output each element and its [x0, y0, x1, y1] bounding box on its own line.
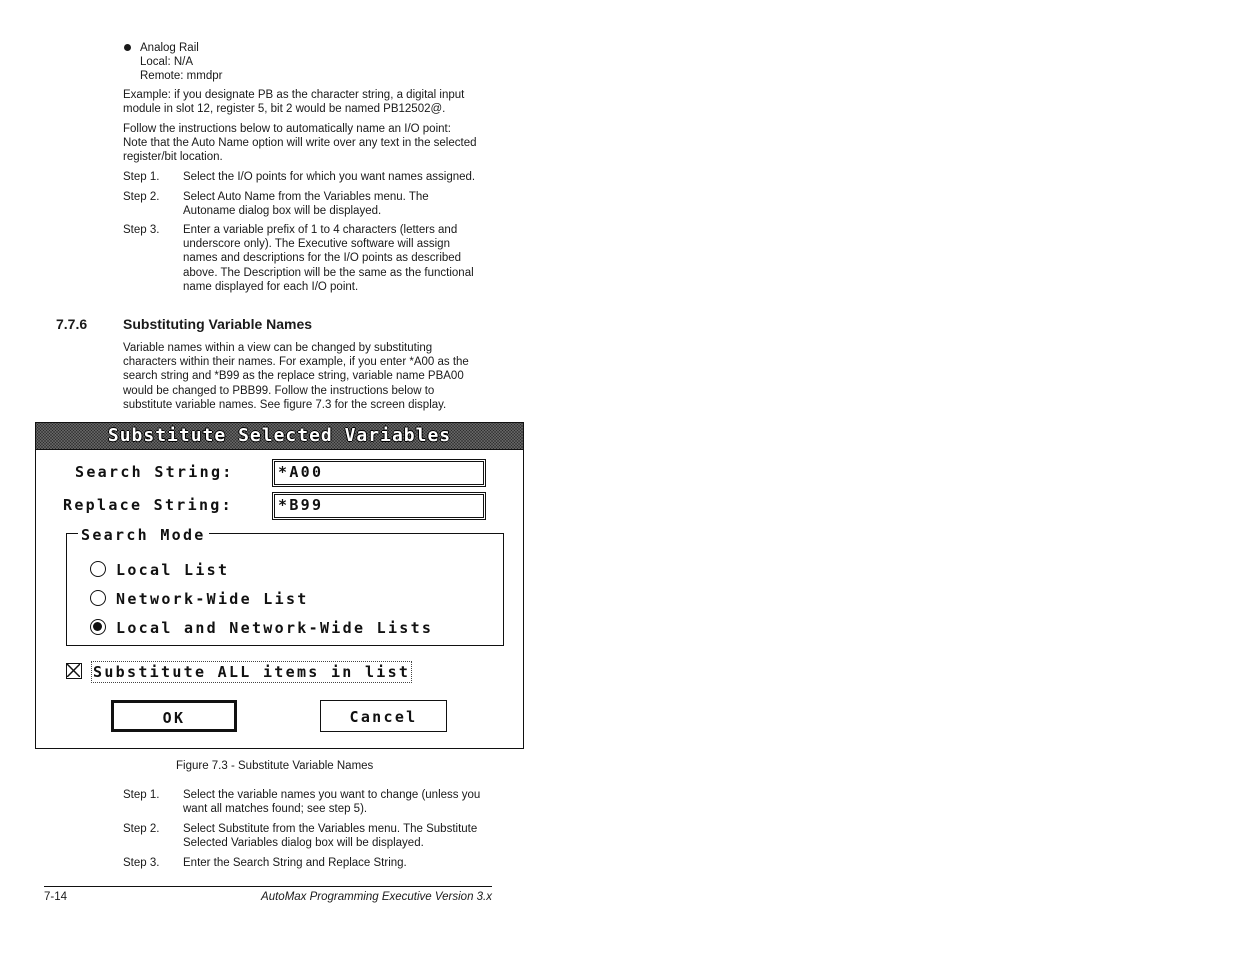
footer-doc-title: AutoMax Programming Executive Version 3.x	[261, 891, 492, 903]
step-line: Autoname dialog box will be displayed.	[183, 205, 382, 218]
substitute-dialog	[35, 422, 524, 749]
example-line: Example: if you designate PB as the character string, a digital input	[123, 89, 465, 101]
section-intro	[123, 341, 469, 412]
dialog-titlebar[interactable]	[36, 423, 523, 450]
cancel-button-label: Cancel	[349, 708, 418, 726]
step-text	[183, 856, 513, 870]
search-string-input[interactable]	[272, 459, 486, 487]
example-paragraph	[123, 88, 464, 116]
radio-icon	[90, 561, 106, 577]
step-line: Selected Variables dialog box will be displayed.	[183, 837, 424, 850]
example-line: module in slot 12, register 5, bit 2 would be named PB12502@.	[123, 103, 446, 116]
replace-string-input[interactable]	[272, 492, 486, 520]
ok-button-label: OK	[162, 709, 186, 727]
step-text	[183, 223, 513, 294]
intro-line: characters within their names. For example, if you enter *A00 as the	[123, 356, 469, 369]
section-number: 7.7.6	[56, 316, 88, 332]
step-line: want all matches found; see step 5).	[183, 803, 368, 816]
step-label: Step 1.	[123, 171, 160, 183]
search-mode-legend: Search Mode	[78, 526, 209, 544]
step-label: Step 3.	[123, 224, 160, 236]
intro-line: search string and *B99 as the replace string, variable name PBA00	[123, 370, 464, 383]
step-line: names and descriptions for the I/O points as described	[183, 252, 462, 265]
step-text	[183, 788, 513, 816]
radio-label: Local List	[116, 561, 230, 579]
radio-label: Network-Wide List	[116, 590, 309, 608]
step-line: underscore only). The Executive software will assign	[183, 238, 450, 251]
ok-button[interactable]	[111, 700, 237, 732]
checkbox-checked-icon	[66, 663, 82, 679]
radio-network-wide-list[interactable]	[90, 589, 410, 609]
substitute-all-checkbox[interactable]	[66, 661, 486, 683]
intro-line: substitute variable names. See figure 7.3 for the screen display.	[123, 398, 447, 411]
radio-local-list[interactable]	[90, 560, 410, 580]
replace-string-label: Replace String:	[63, 496, 233, 514]
step-line: Select the I/O points for which you want names assigned.	[183, 171, 476, 183]
step-line: Enter a variable prefix of 1 to 4 characters (letters and	[183, 224, 458, 236]
step-line: Select Auto Name from the Variables menu. The	[183, 191, 429, 203]
radio-label: Local and Network-Wide Lists	[116, 619, 434, 637]
follow-paragraph	[123, 122, 477, 165]
step-line: Select Substitute from the Variables menu. The Substitute	[183, 823, 478, 835]
step-text	[183, 822, 513, 850]
section-title: Substituting Variable Names	[123, 316, 313, 332]
bullet-line-remote: Remote: mmdpr	[140, 70, 223, 82]
footer-rule	[44, 886, 492, 887]
step-line: Select the variable names you want to change (unless you	[183, 789, 481, 801]
search-string-label: Search String:	[75, 463, 234, 481]
step-label: Step 1.	[123, 789, 160, 801]
bullet-title: Analog Rail	[140, 42, 199, 54]
step-label: Step 3.	[123, 857, 160, 869]
dialog-title: Substitute Selected Variables	[107, 425, 452, 446]
intro-line: Variable names within a view can be changed by substituting	[123, 342, 433, 354]
page-number: 7-14	[44, 891, 68, 903]
step-line: Enter the Search String and Replace String.	[183, 857, 407, 869]
bullet-line-local: Local: N/A	[140, 56, 194, 68]
step-line: above. The Description will be the same as the functional	[183, 266, 474, 279]
step-text	[183, 190, 513, 218]
radio-selected-icon	[90, 619, 106, 635]
checkbox-label: Substitute ALL items in list	[93, 663, 411, 681]
follow-line: Follow the instructions below to automatically name an I/O point:	[123, 123, 451, 135]
step-text	[183, 170, 513, 184]
bullet-icon	[124, 44, 131, 51]
radio-icon	[90, 590, 106, 606]
cancel-button[interactable]	[320, 700, 447, 732]
radio-local-and-network-lists[interactable]	[90, 618, 490, 638]
search-string-value: *A00	[278, 463, 324, 481]
follow-line: Note that the Auto Name option will write over any text in the selected	[123, 137, 477, 150]
follow-line: register/bit location.	[123, 151, 223, 164]
intro-line: would be changed to PBB99. Follow the instructions below to	[123, 384, 435, 397]
step-label: Step 2.	[123, 191, 160, 203]
step-line: name displayed for each I/O point.	[183, 280, 359, 293]
figure-caption: Figure 7.3 - Substitute Variable Names	[176, 760, 374, 772]
step-label: Step 2.	[123, 823, 160, 835]
replace-string-value: *B99	[278, 496, 324, 514]
